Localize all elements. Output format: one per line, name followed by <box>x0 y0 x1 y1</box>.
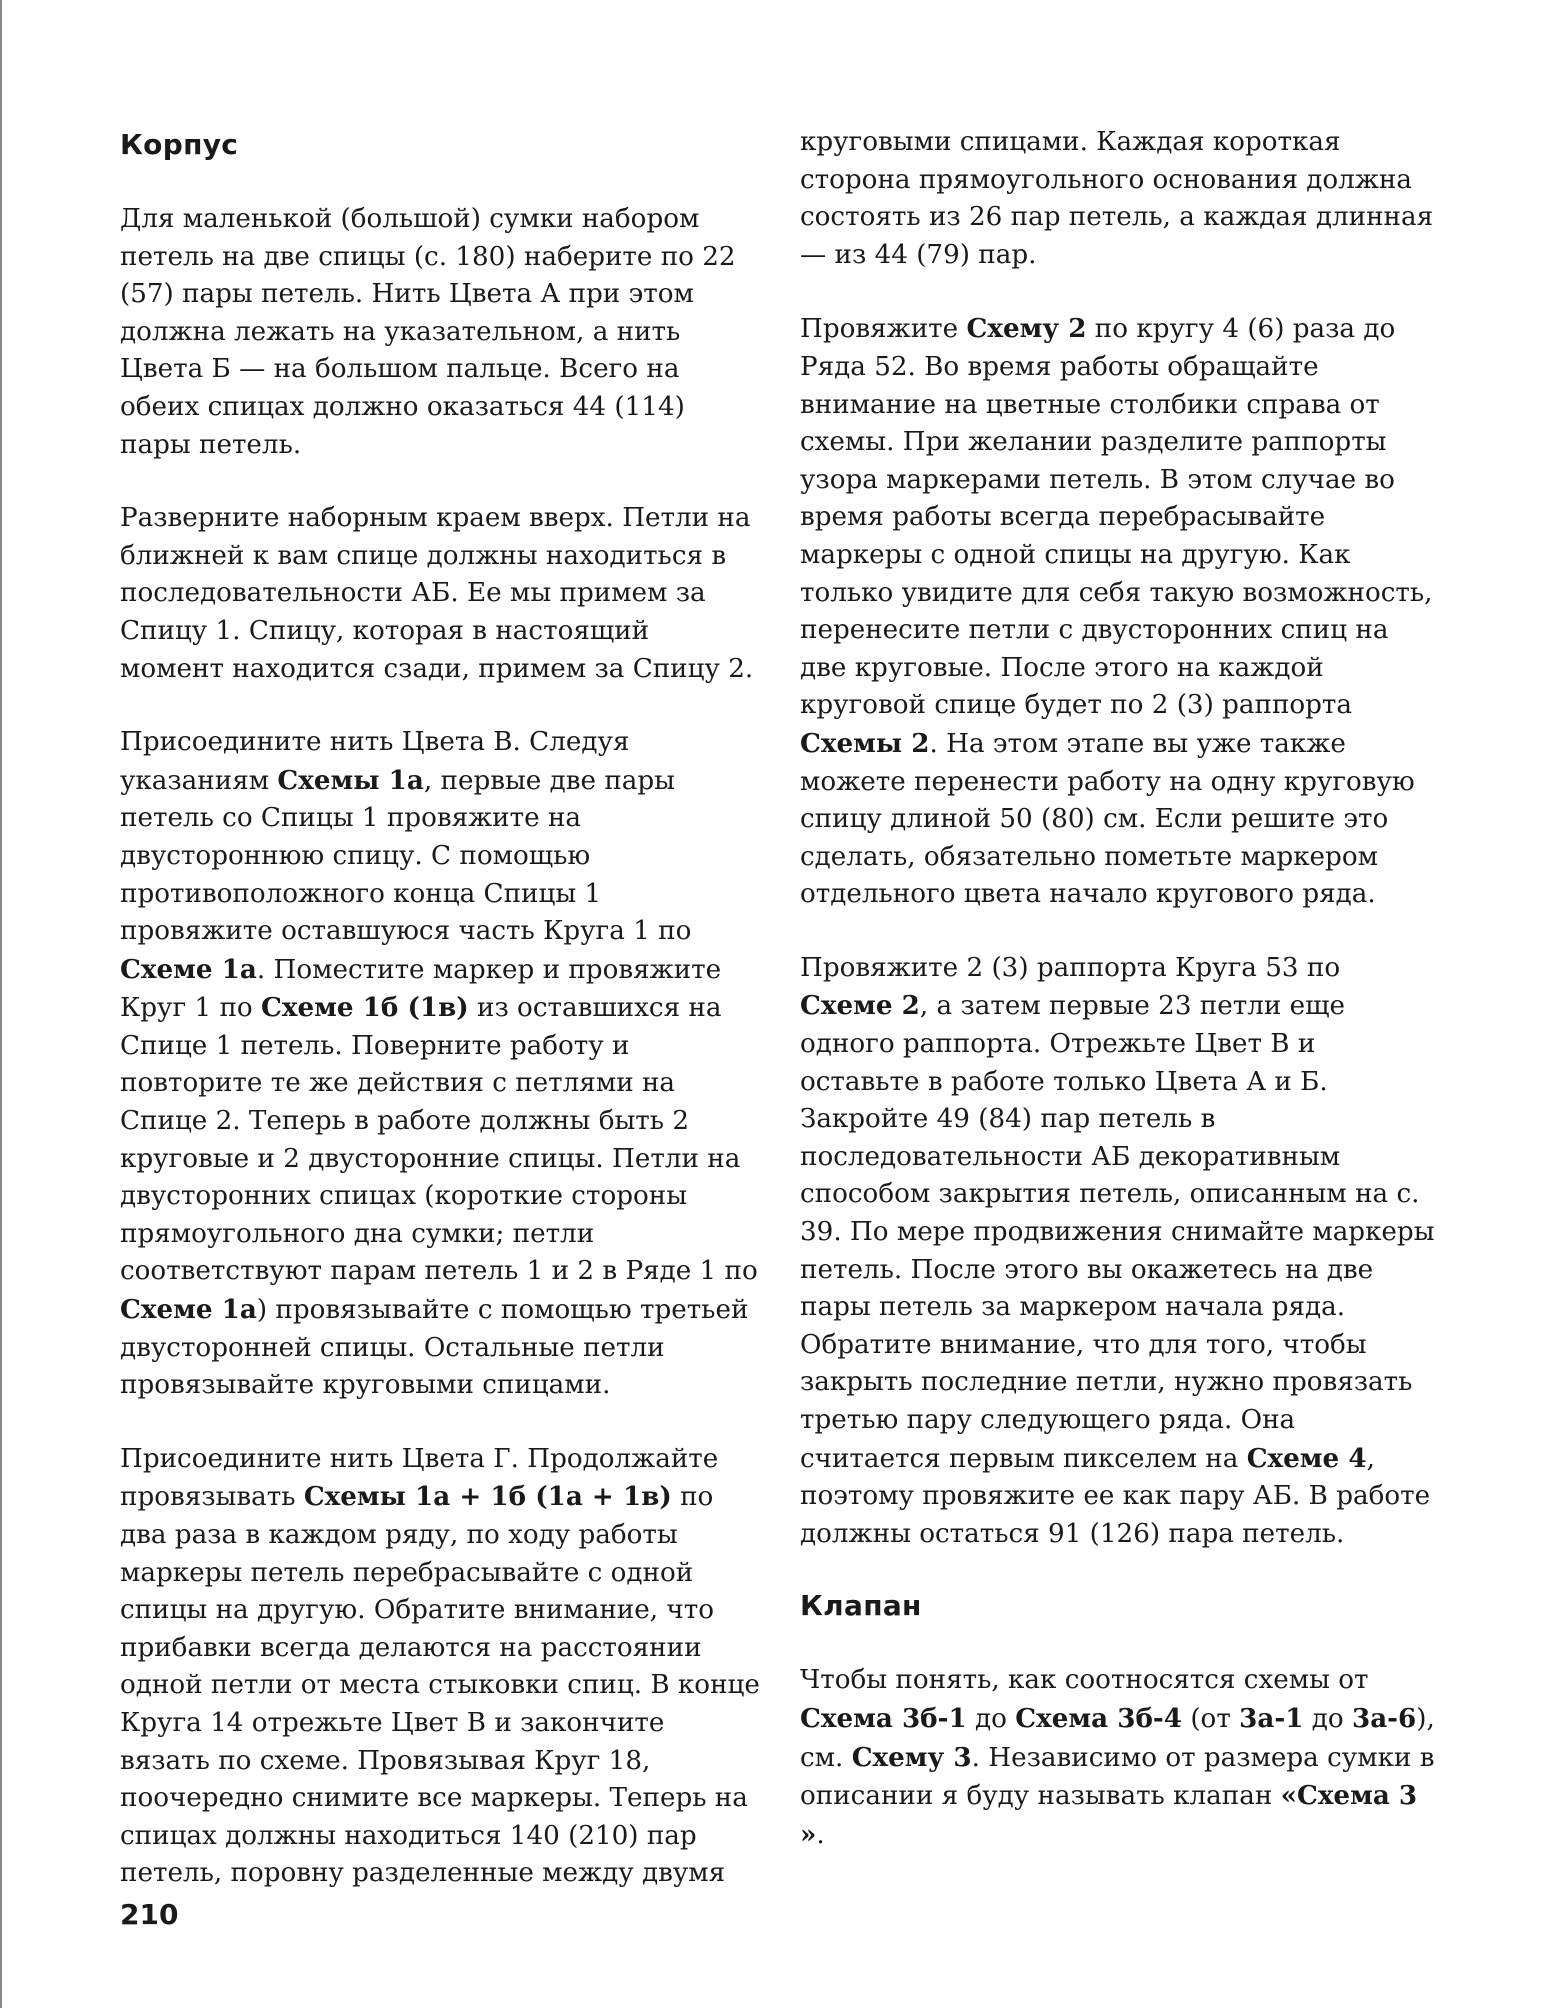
paragraph <box>800 950 1440 1554</box>
scheme-reference: Схему 3 <box>851 1741 972 1773</box>
scheme-reference: 3а-1 <box>1239 1702 1304 1734</box>
text-run: , а затем первые 23 петли еще одного раппорта. Отрежьте Цвет В и оставьте в работе только Цвета А и Б. Закройте 49 (84) пар петель в последовательности АБ декоративным способом закрытия петель, описанным на с. 39. По мере продвижения снимайте маркеры петель. После этого вы окажетесь на две пары петель за маркером начала ряда. Обратите внимание, что для того, чтобы закрыть последние петли, нужно провязать третью пару следующего ряда. Она считается первым пикселем на <box>800 991 1435 1474</box>
text-run: до <box>966 1703 1016 1734</box>
scheme-reference: Схеме 1а <box>120 1294 257 1326</box>
text-run: (от <box>1182 1703 1240 1734</box>
scheme-reference: Схеме 1б (1в) <box>261 992 469 1024</box>
paragraph <box>120 1441 760 1893</box>
paragraph <box>800 1662 1440 1854</box>
scheme-reference: Схеме 2 <box>800 990 920 1022</box>
scheme-reference: Схеме 1а <box>120 953 257 985</box>
scheme-reference: Схемы 1а <box>277 764 424 796</box>
text-run: по кругу 4 (6) раза до Ряда 52. Во время работы обращайте внимание на цветные столбики справа от схемы. При желании разделите раппорты узора маркерами петель. В этом случае во время работы всегда перебрасывайте маркеры с одной спицы на другую. Как только увидите для себя такую возможность, перенесите петли с двусторонних спиц на две круговые. После этого на каждой круговой спице будет по 2 (3) раппорта <box>800 314 1433 721</box>
text-run: ), см. <box>800 1703 1435 1773</box>
scheme-reference: Схема 3б-4 <box>1015 1702 1183 1734</box>
right-column <box>800 124 1440 1890</box>
scheme-reference: Схеме 4 <box>1246 1442 1367 1474</box>
text-run: из оставшихся на Спице 1 петель. Поверните работу и повторите те же действия с петлями на Спице 2. Теперь в работе должны быть 2 круговые и 2 двусторонние спицы. Петли на двусторонних спицах (короткие стороны прямоугольного дна сумки; петли соответствуют парам петель 1 и 2 в Ряде 1 по <box>120 993 758 1287</box>
scheme-reference: Схема 3б-1 <box>800 1702 967 1734</box>
scheme-reference: Схему 2 <box>966 313 1087 345</box>
left-column <box>120 118 760 1929</box>
text-run: . Поместите маркер и провяжите Круг 1 по <box>120 954 722 1024</box>
text-run: по два раза в каждом ряду, по ходу работы маркеры петель перебрасывайте с одной спицы на другую. Обратите внимание, что прибавки всегда делаются на расстоянии одной петли от места стыковки спиц. В конце Круга 14 отрежьте Цвет В и закончите вязать по схеме. Провязывая Круг 18, поочередно снимите все маркеры. Теперь на спицах должны находиться 140 (210) пар петель, поровну разделенные между двумя <box>120 1482 760 1889</box>
text-run: ) провязывайте с помощью третьей двусторонней спицы. Остальные петли провязывайте круговыми спицами. <box>120 1295 749 1401</box>
text-run: . На этом этапе вы уже также можете перенести работу на одну круговую спицу длиной 50 (80) см. Если решите это сделать, обязательно пометьте маркером отдельного цвета начало кругового ряда. <box>800 728 1415 910</box>
section-heading-korpus: Корпус <box>120 128 239 161</box>
scheme-reference: 3а-6 <box>1351 1702 1417 1734</box>
page-number: 210 <box>120 1898 179 1931</box>
text-run: . <box>816 1819 825 1850</box>
paragraph: Для маленькой (большой) сумки набором петель на две спицы (с. 180) наберите по 22 (57) пары петель. Нить Цвета А при этом должна лежать на указательном, а нить Цвета Б — на большом пальце. Всего на обеих спицах должно оказаться 44 (114) пары петель. <box>120 204 736 460</box>
text-run: , первые две пары петель со Спицы 1 провяжите на двустороннюю спицу. С помощью противоположного конца Спицы 1 провяжите оставшуюся часть Круга 1 по <box>120 765 692 947</box>
scheme-reference: Схемы 2 <box>800 727 930 759</box>
text-run: до <box>1303 1703 1352 1734</box>
text-run: Провяжите <box>800 314 967 345</box>
paragraph: Разверните наборным краем вверх. Петли на ближней к вам спице должны находиться в последовательности АБ. Ее мы примем за Спицу 1. Спицу, которая в настоящий момент находится сзади, примем за Спицу 2. <box>120 503 754 684</box>
text-run: Чтобы понять, как соотносятся схемы от <box>800 1665 1369 1696</box>
text-run: Присоедините нить Цвета В. Следуя указаниям <box>120 727 630 796</box>
section-heading-klapan: Клапан <box>800 1589 922 1623</box>
text-run: , поэтому провяжите ее как пару АБ. В работе должны остаться 91 (126) пара петель. <box>800 1443 1431 1549</box>
scheme-reference: «Схема 3 » <box>800 1780 1418 1850</box>
paragraph <box>120 724 760 1405</box>
paragraph <box>800 310 1440 914</box>
page-edge-line <box>0 0 2 2008</box>
text-run: . Независимо от размера сумки в описании я буду называть клапан <box>800 1742 1435 1812</box>
text-run: Провяжите 2 (3) раппорта Круга 53 по <box>800 952 1341 983</box>
text-run: Присоедините нить Цвета Г. Продолжайте провязывать <box>120 1443 719 1513</box>
scheme-reference: Схемы 1а + 1б (1а + 1в) <box>303 1481 672 1513</box>
paragraph: круговыми спицами. Каждая короткая сторона прямоугольного основания должна состоять из 26 пар петель, а каждая длинная — из 44 (79) пар. <box>800 127 1434 270</box>
